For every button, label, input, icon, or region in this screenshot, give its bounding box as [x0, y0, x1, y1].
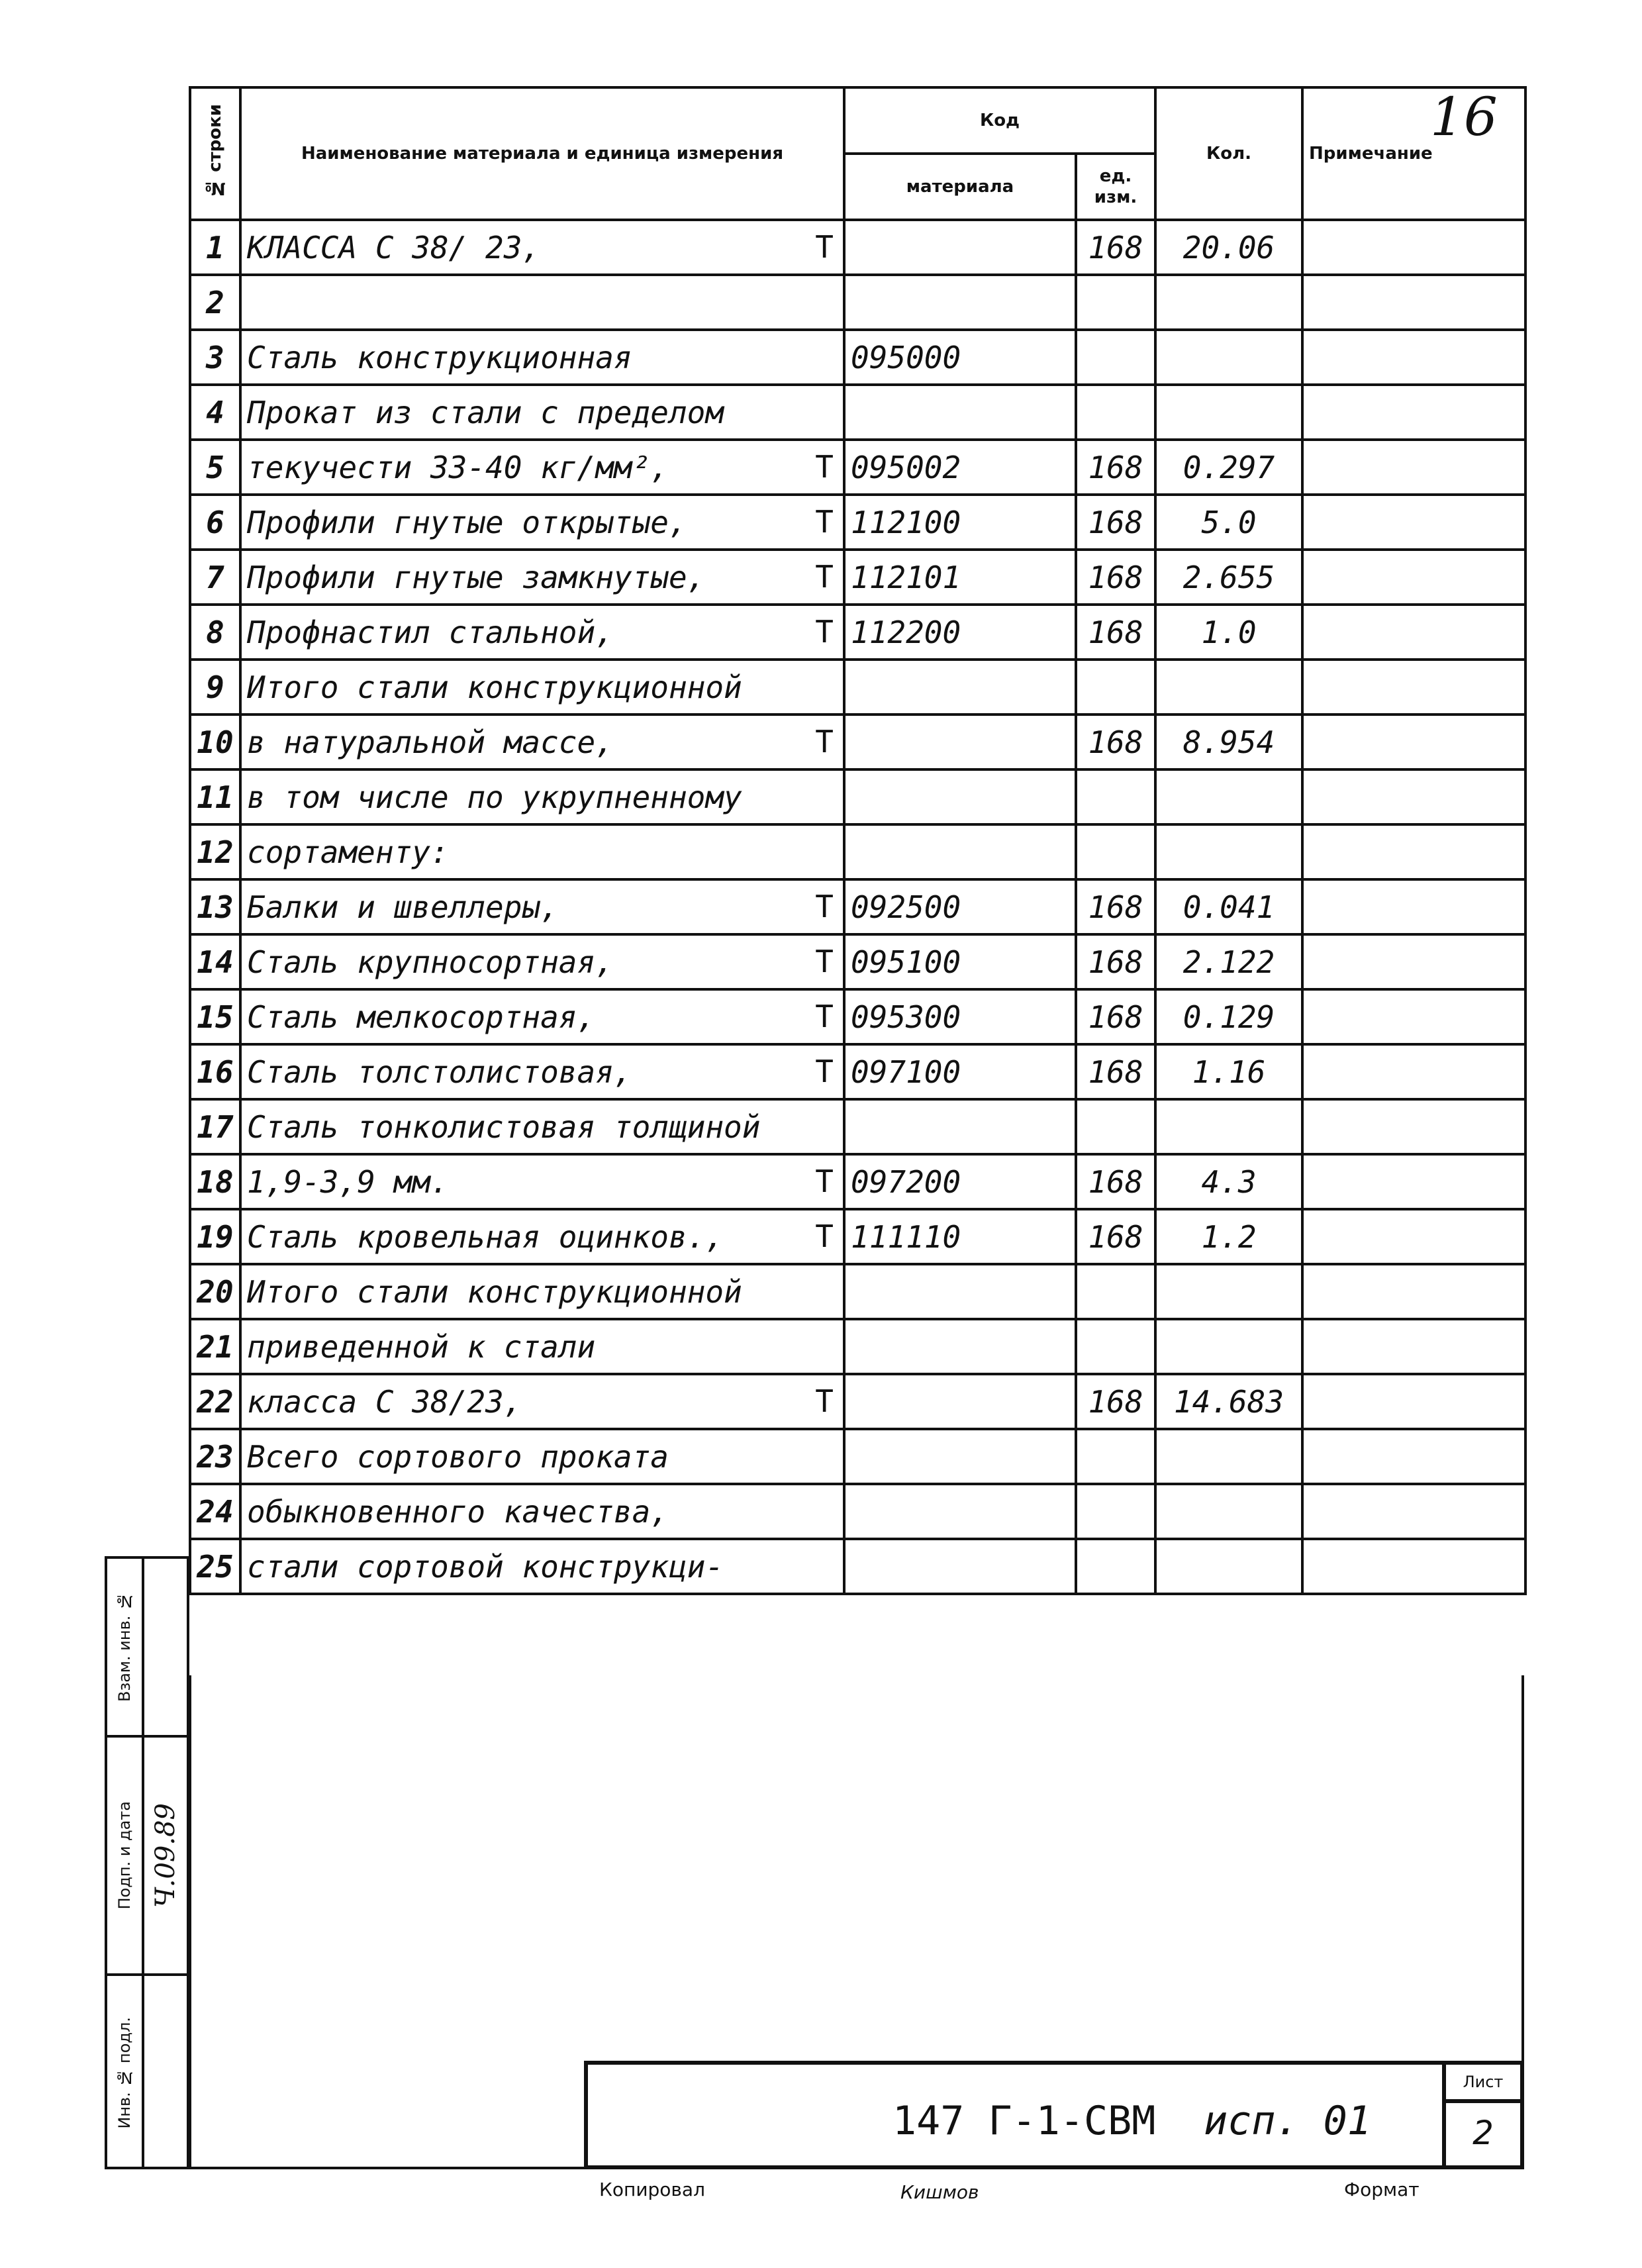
material-name-text: обыкновенного качества, [247, 1493, 669, 1530]
quantity: 0.297 [1155, 440, 1302, 495]
copied-by-signature: Кишмов [900, 2181, 979, 2203]
unit-code: 168 [1076, 440, 1155, 495]
note [1302, 660, 1525, 715]
material-name-text: Итого стали конструкционной [247, 669, 742, 705]
quantity [1155, 330, 1302, 385]
material-code: 095002 [844, 440, 1076, 495]
table-row [190, 1319, 1525, 1374]
quantity: 2.122 [1155, 934, 1302, 989]
document-variant: исп. 01 [1204, 2098, 1371, 2144]
material-code: 112200 [844, 605, 1076, 660]
material-name [240, 989, 844, 1044]
row-number: 17 [190, 1099, 240, 1154]
material-name [240, 1044, 844, 1099]
material-name [240, 220, 844, 275]
material-name-text: Профнастил стальной, [247, 614, 614, 650]
header-code-material: материала [844, 154, 1076, 220]
material-code [844, 1429, 1076, 1484]
row-number: 16 [190, 1044, 240, 1099]
material-code: 112100 [844, 495, 1076, 550]
material-code [844, 1539, 1076, 1594]
unit-code: 168 [1076, 1374, 1155, 1429]
material-code [844, 660, 1076, 715]
material-name-text: Итого стали конструкционной [247, 1273, 742, 1310]
material-name-text: текучести 33-40 кг/мм², [247, 449, 669, 485]
note [1302, 275, 1525, 330]
material-name-text: в натуральной массе, [247, 724, 614, 760]
material-name-text: Всего сортового проката [247, 1438, 669, 1475]
material-name-text: Сталь мелкосортная, [247, 999, 596, 1035]
row-number: 4 [190, 385, 240, 440]
quantity: 1.16 [1155, 1044, 1302, 1099]
material-name [240, 495, 844, 550]
sheet-number: 2 [1473, 2114, 1494, 2152]
material-name-text: Сталь конструкционная [247, 339, 632, 375]
quantity: 4.3 [1155, 1154, 1302, 1209]
page-number: 16 [1430, 86, 1498, 148]
note [1302, 715, 1525, 769]
material-code: 095300 [844, 989, 1076, 1044]
sheet-box [1442, 2065, 1520, 2165]
side-cell-inv-repl: Взам. инв. № [107, 1559, 142, 1738]
material-name [240, 934, 844, 989]
unit-code [1076, 1319, 1155, 1374]
row-number: 11 [190, 769, 240, 824]
row-number: 23 [190, 1429, 240, 1484]
note [1302, 1374, 1525, 1429]
quantity [1155, 1099, 1302, 1154]
material-name [240, 1264, 844, 1319]
quantity: 5.0 [1155, 495, 1302, 550]
unit-of-measure: Т [815, 559, 834, 595]
unit-code: 168 [1076, 605, 1155, 660]
table-row [190, 715, 1525, 769]
header-code-unit: ед. изм. [1076, 154, 1155, 220]
unit-code [1076, 769, 1155, 824]
material-code: 112101 [844, 550, 1076, 605]
row-number: 22 [190, 1374, 240, 1429]
quantity: 1.0 [1155, 605, 1302, 660]
quantity: 20.06 [1155, 220, 1302, 275]
material-name [240, 715, 844, 769]
unit-code: 168 [1076, 1209, 1155, 1264]
unit-code [1076, 1539, 1155, 1594]
material-code [844, 385, 1076, 440]
table-row [190, 1484, 1525, 1539]
material-code: 095100 [844, 934, 1076, 989]
material-name [240, 605, 844, 660]
material-code [844, 1374, 1076, 1429]
unit-code: 168 [1076, 989, 1155, 1044]
note [1302, 495, 1525, 550]
unit-code [1076, 275, 1155, 330]
side-value-inv-repl [142, 1559, 189, 1738]
row-number: 18 [190, 1154, 240, 1209]
note [1302, 1044, 1525, 1099]
table-row [190, 275, 1525, 330]
unit-code [1076, 1484, 1155, 1539]
material-name [240, 550, 844, 605]
header-row-number: № строки [190, 87, 240, 220]
unit-of-measure: Т [815, 614, 834, 650]
header-code: Код [844, 87, 1155, 154]
table-row [190, 934, 1525, 989]
row-number: 19 [190, 1209, 240, 1264]
note [1302, 220, 1525, 275]
document-code: 147 Г-1-СВМ [893, 2098, 1156, 2144]
table-row [190, 1044, 1525, 1099]
material-name-text: Прокат из стали с пределом [247, 394, 724, 430]
row-number: 3 [190, 330, 240, 385]
side-value-sign-date: Ч.09.89 [142, 1738, 189, 1976]
material-name [240, 1319, 844, 1374]
material-name-text: Профили гнутые открытые, [247, 504, 687, 540]
note [1302, 1539, 1525, 1594]
material-name-text: Сталь кровельная оцинков., [247, 1218, 724, 1255]
note [1302, 1154, 1525, 1209]
unit-code: 168 [1076, 1154, 1155, 1209]
row-number: 14 [190, 934, 240, 989]
unit-of-measure: Т [815, 449, 834, 485]
quantity [1155, 824, 1302, 879]
unit-of-measure: Т [815, 1054, 834, 1089]
unit-code [1076, 385, 1155, 440]
unit-code [1076, 330, 1155, 385]
side-approval-strip [105, 1556, 189, 2169]
material-name [240, 879, 844, 934]
note [1302, 1319, 1525, 1374]
note [1302, 605, 1525, 660]
material-name-text: Сталь крупносортная, [247, 944, 614, 980]
quantity: 2.655 [1155, 550, 1302, 605]
material-code [844, 275, 1076, 330]
unit-of-measure: Т [815, 889, 834, 924]
unit-of-measure: Т [815, 504, 834, 540]
row-number: 9 [190, 660, 240, 715]
unit-code: 168 [1076, 879, 1155, 934]
note [1302, 550, 1525, 605]
quantity [1155, 1429, 1302, 1484]
row-number: 25 [190, 1539, 240, 1594]
header-note: Примечание [1302, 87, 1525, 220]
quantity [1155, 769, 1302, 824]
unit-of-measure: Т [815, 999, 834, 1034]
material-name [240, 330, 844, 385]
unit-of-measure: Т [815, 724, 834, 760]
unit-code [1076, 1429, 1155, 1484]
table-row [190, 824, 1525, 879]
material-name [240, 1209, 844, 1264]
table-row [190, 440, 1525, 495]
unit-of-measure: Т [815, 1218, 834, 1254]
row-number: 7 [190, 550, 240, 605]
material-name [240, 385, 844, 440]
material-code [844, 1264, 1076, 1319]
table-row [190, 495, 1525, 550]
material-name-text: КЛАССА С 38/ 23, [247, 229, 541, 266]
material-code [844, 1484, 1076, 1539]
note [1302, 1264, 1525, 1319]
unit-code [1076, 824, 1155, 879]
row-number: 13 [190, 879, 240, 934]
material-code: 097100 [844, 1044, 1076, 1099]
material-code: 097200 [844, 1154, 1076, 1209]
note [1302, 769, 1525, 824]
material-name [240, 440, 844, 495]
table-row [190, 1429, 1525, 1484]
sheet-label: Лист [1446, 2065, 1520, 2103]
material-name [240, 1484, 844, 1539]
quantity [1155, 660, 1302, 715]
quantity: 0.129 [1155, 989, 1302, 1044]
row-number: 1 [190, 220, 240, 275]
unit-code: 168 [1076, 220, 1155, 275]
material-code: 092500 [844, 879, 1076, 934]
quantity [1155, 1539, 1302, 1594]
material-code: 111110 [844, 1209, 1076, 1264]
row-number: 15 [190, 989, 240, 1044]
table-row [190, 1264, 1525, 1319]
unit-code [1076, 1099, 1155, 1154]
material-name [240, 1154, 844, 1209]
note [1302, 934, 1525, 989]
table-row [190, 1374, 1525, 1429]
unit-of-measure: Т [815, 229, 834, 265]
format-label: Формат [1344, 2179, 1420, 2200]
table-row [190, 605, 1525, 660]
quantity [1155, 385, 1302, 440]
table-row [190, 1209, 1525, 1264]
table-row [190, 879, 1525, 934]
title-block-stamp [584, 2061, 1524, 2169]
material-name-text: Сталь тонколистовая толщиной [247, 1109, 761, 1145]
copied-by-label: Копировал [599, 2179, 705, 2200]
unit-code: 168 [1076, 1044, 1155, 1099]
quantity: 8.954 [1155, 715, 1302, 769]
unit-code: 168 [1076, 715, 1155, 769]
quantity: 14.683 [1155, 1374, 1302, 1429]
row-number: 8 [190, 605, 240, 660]
table-row [190, 220, 1525, 275]
material-name [240, 1429, 844, 1484]
material-name [240, 1539, 844, 1594]
material-name-text: Балки и швеллеры, [247, 889, 559, 925]
material-code [844, 1319, 1076, 1374]
material-name-text: 1,9-3,9 мм. [247, 1163, 449, 1200]
table-row [190, 1099, 1525, 1154]
side-value-inv-orig [142, 1976, 189, 2169]
material-code [844, 1099, 1076, 1154]
table-row [190, 385, 1525, 440]
material-name-text: Профили гнутые замкнутые, [247, 559, 706, 595]
note [1302, 1429, 1525, 1484]
note [1302, 1484, 1525, 1539]
row-number: 10 [190, 715, 240, 769]
row-number: 21 [190, 1319, 240, 1374]
unit-code: 168 [1076, 495, 1155, 550]
row-number: 5 [190, 440, 240, 495]
note [1302, 879, 1525, 934]
row-number: 2 [190, 275, 240, 330]
quantity [1155, 275, 1302, 330]
material-code [844, 824, 1076, 879]
table-row [190, 550, 1525, 605]
unit-of-measure: Т [815, 944, 834, 979]
unit-code: 168 [1076, 550, 1155, 605]
materials-table [189, 86, 1527, 1595]
row-number: 6 [190, 495, 240, 550]
table-row [190, 1154, 1525, 1209]
material-code [844, 715, 1076, 769]
unit-of-measure: Т [815, 1163, 834, 1199]
table-row [190, 1539, 1525, 1594]
material-name [240, 1374, 844, 1429]
row-number: 24 [190, 1484, 240, 1539]
material-name-text: стали сортовой конструкци- [247, 1548, 724, 1585]
unit-of-measure: Т [815, 1383, 834, 1419]
row-number: 20 [190, 1264, 240, 1319]
material-name [240, 769, 844, 824]
quantity [1155, 1319, 1302, 1374]
material-name [240, 275, 844, 330]
material-name [240, 824, 844, 879]
row-number: 12 [190, 824, 240, 879]
quantity [1155, 1484, 1302, 1539]
unit-code [1076, 660, 1155, 715]
material-name-text: в том числе по укрупненному [247, 779, 742, 815]
material-name [240, 1099, 844, 1154]
material-code: 095000 [844, 330, 1076, 385]
note [1302, 824, 1525, 879]
note [1302, 385, 1525, 440]
note [1302, 1099, 1525, 1154]
quantity: 1.2 [1155, 1209, 1302, 1264]
unit-code [1076, 1264, 1155, 1319]
material-name-text: сортаменту: [247, 834, 449, 870]
note [1302, 440, 1525, 495]
material-name-text: Сталь толстолистовая, [247, 1054, 632, 1090]
note [1302, 330, 1525, 385]
side-values-column [142, 1559, 189, 2167]
material-code [844, 769, 1076, 824]
side-cell-inv-orig: Инв. № подл. [115, 2016, 134, 2129]
materials-table-body [190, 220, 1525, 1594]
table-row [190, 660, 1525, 715]
unit-code: 168 [1076, 934, 1155, 989]
material-name-text: класса С 38/23, [247, 1383, 522, 1420]
header-material-name: Наименование материала и единица измерения [240, 87, 844, 220]
table-row [190, 330, 1525, 385]
header-quantity: Кол. [1155, 87, 1302, 220]
table-row [190, 769, 1525, 824]
material-code [844, 220, 1076, 275]
quantity: 0.041 [1155, 879, 1302, 934]
quantity [1155, 1264, 1302, 1319]
side-cell-sign-date: Подп. и дата [107, 1738, 142, 1976]
table-row [190, 989, 1525, 1044]
note [1302, 1209, 1525, 1264]
material-name-text: приведенной к стали [247, 1328, 596, 1365]
side-labels-column [107, 1559, 144, 2167]
material-name [240, 660, 844, 715]
note [1302, 989, 1525, 1044]
